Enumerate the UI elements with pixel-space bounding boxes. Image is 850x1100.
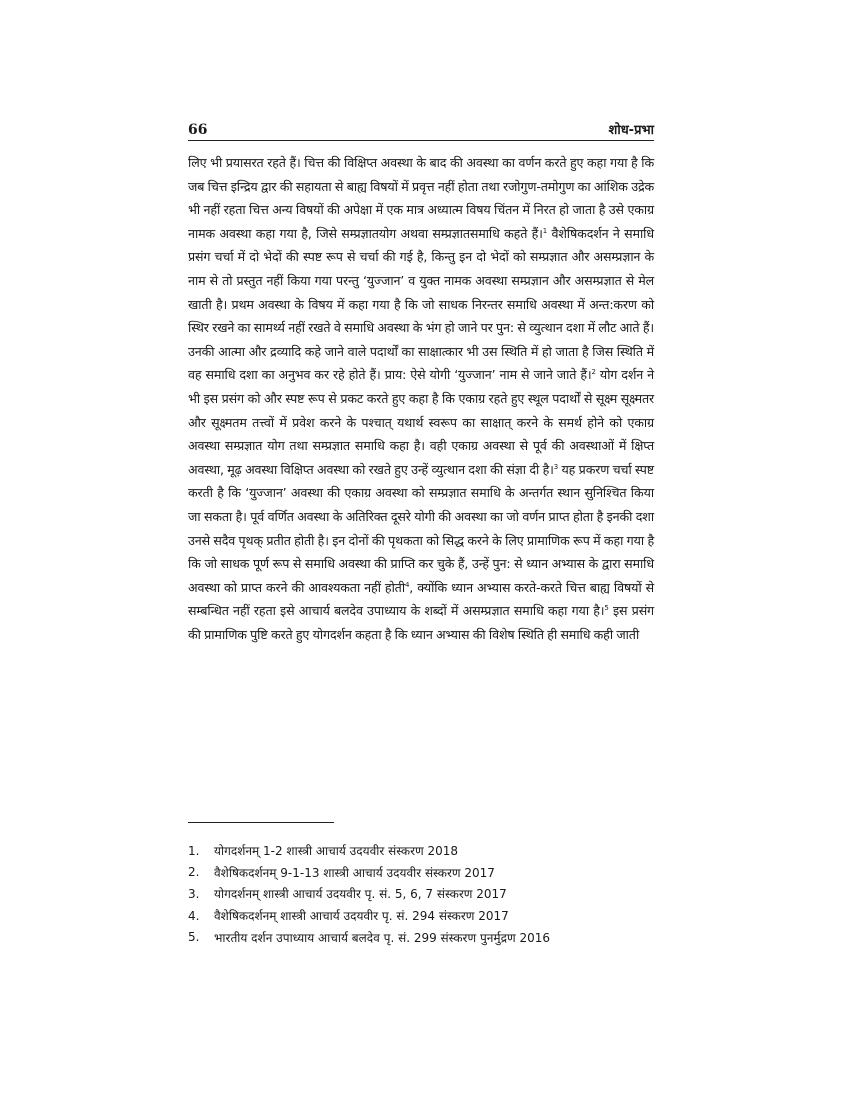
page-number: 66 — [188, 122, 208, 138]
body-paragraph — [188, 151, 654, 646]
footnote-ref-3[interactable]: 3 — [553, 462, 559, 471]
body-sentence-5: , क्योंकि ध्यान अभ्यास करते-करते चित्त बाह्य विषयों से सम्बन्धित नहीं रहता इसे आचार्य बलदेव उपाध्याय के शब्दों में असम्प्रज्ञात समाधि कहा गया है। — [188, 579, 654, 619]
footnote-ref-2[interactable]: 2 — [591, 368, 596, 377]
footnote-number: 5. — [188, 930, 200, 945]
body-sentence-4: यह प्रकरण चर्चा स्पष्ट करती है कि ‘युज्जान’ अवस्था की एकाग्र अवस्था को सम्प्रज्ञात समाधि के अन्तर्गत स्थान सुनिश्चित किया जा सकता है। पूर्व वर्णित अवस्था के अतिरिक्त दूसरे योगी की अवस्था का जो वर्णन प्राप्त होता है इनकी दशा उनसे सदैव पृथक् प्रतीत होती है। इन दोनों की पृथकता को सिद्ध करने के लिए प्रामाणिक रूप में कहा गया है कि जो साधक पूर्ण रूप से समाधि अवस्था की प्राप्ति कर चुके हैं, उन्हें पुन: से ध्यान अभ्यास के द्वारा समाधि अवस्था को प्राप्त करने की आवश्यकता नहीं होती — [188, 461, 655, 595]
footnote-ref-5[interactable]: 5 — [604, 604, 609, 613]
footnote-text: वैशेषिकदर्शनम् 9-1-13 शास्त्री आचार्य उदयवीर संस्करण 2017 — [214, 865, 495, 880]
footnote-text: वैशेषिकदर्शनम् शास्त्री आचार्य उदयवीर पृ. सं. 294 संस्करण 2017 — [214, 909, 509, 924]
body-sentence-2: वैशेषिकदर्शन ने समाधि प्रसंग चर्चा में दो भेदों की स्पष्ट रूप से चर्चा की गई है, किन्तु इन दो भेदों को सम्प्रज्ञात और असम्प्रज्ञान के नाम से तो प्रस्तुत नहीं किया गया परन्तु ‘युज्जान’ व युक्त नामक अवस्था सम्प्रज्ञान और असम्प्रज्ञात से मेल खाती है। प्रथम अवस्था के विषय में कहा गया है कि जो साधक निरन्तर समाधि अवस्था में अन्त:करण को स्थिर रखने का सामर्थ्य नहीं रखते वे समाधि अवस्था के भंग हो जाने पर पुन: से व्युत्थान दशा में लौट आते हैं। उनकी आत्मा और द्रव्यादि कहे जाने वाले पदार्थों का साक्षात्कार भी उस स्थिति में हो जाता है जिस स्थिति में वह समाधि दशा का अनुभव कर रहे होते हैं। प्राय: ऐसे योगी ‘युज्जान’ नाम से जाने जाते हैं। — [188, 225, 654, 383]
footnote-number: 2. — [188, 865, 200, 880]
page-content — [188, 114, 654, 659]
running-title: शोध-प्रभा — [608, 123, 654, 138]
footnote-divider — [188, 822, 334, 823]
page-header — [188, 114, 654, 141]
footnote-text: योगदर्शनम् 1-2 शास्त्री आचार्य उदयवीर संस्करण 2018 — [214, 844, 459, 859]
footnote-number: 4. — [188, 908, 200, 923]
footnote-item — [188, 883, 668, 905]
body-sentence-3: योग दर्शन ने भी इस प्रसंग को और स्पष्ट रूप से प्रकट करते हुए कहा है कि एकाग्र रहते हुए स्थूल पदार्थों से सूक्ष्म सूक्ष्मतर और सूक्ष्मतम तत्त्वों में प्रवेश करने के पश्चात् यथार्थ स्वरूप का साक्षात् करने के समर्थ होने को एकाग्र अवस्था सम्प्रज्ञात योग तथा सम्प्रज्ञात समाधि कहा है। वही एकाग्र अवस्था से पूर्व की अवस्थाओं में क्षिप्त अवस्था, मूढ़ अवस्था विक्षिप्त अवस्था को रखते हुए उन्हें व्युत्थान दशा की संज्ञा दी है। — [188, 367, 654, 477]
footnote-number: 3. — [188, 886, 200, 901]
footnote-item — [188, 840, 668, 862]
body-sentence-6: इस प्रसंग की प्रामाणिक पुष्टि करते हुए योगदर्शन कहता है कि ध्यान अभ्यास की विशेष स्थिति ही समाधि कही जाती — [188, 603, 654, 642]
footnote-item — [188, 926, 668, 948]
footnote-number: 1. — [188, 843, 200, 858]
footnote-text: योगदर्शनम् शास्त्री आचार्य उदयवीर पृ. सं. 5, 6, 7 संस्करण 2017 — [214, 887, 507, 902]
footnote-item — [188, 862, 668, 884]
footnote-ref-1[interactable]: 1 — [542, 226, 548, 235]
footnote-ref-4[interactable]: 4 — [404, 580, 410, 589]
footnotes-list — [188, 840, 668, 948]
footnote-text: भारतीय दर्शन उपाध्याय आचार्य बलदेव पृ. सं. 299 संस्करण पुनर्मुद्रण 2016 — [214, 930, 551, 945]
footnote-item — [188, 905, 668, 927]
body-sentence-1: लिए भी प्रयासरत रहते हैं। चित्त की विक्षिप्त अवस्था के बाद की अवस्था का वर्णन करते हुए कहा गया है कि जब चित्त इन्द्रिय द्वार की सहायता से बाह्य विषयों में प्रवृत्त नहीं होता तथा रजोगुण-तमोगुण का आंशिक उद्रेक भी नहीं रहता चित्त अन्य विषयों की अपेक्षा में एक मात्र अध्यात्म विषय चिंतन में निरत हो जाता है उसे एकाग्र नामक अवस्था कहा गया है, जिसे सम्प्रज्ञातयोग अथवा सम्प्रज्ञातसमाधि कहते हैं। — [188, 155, 654, 241]
